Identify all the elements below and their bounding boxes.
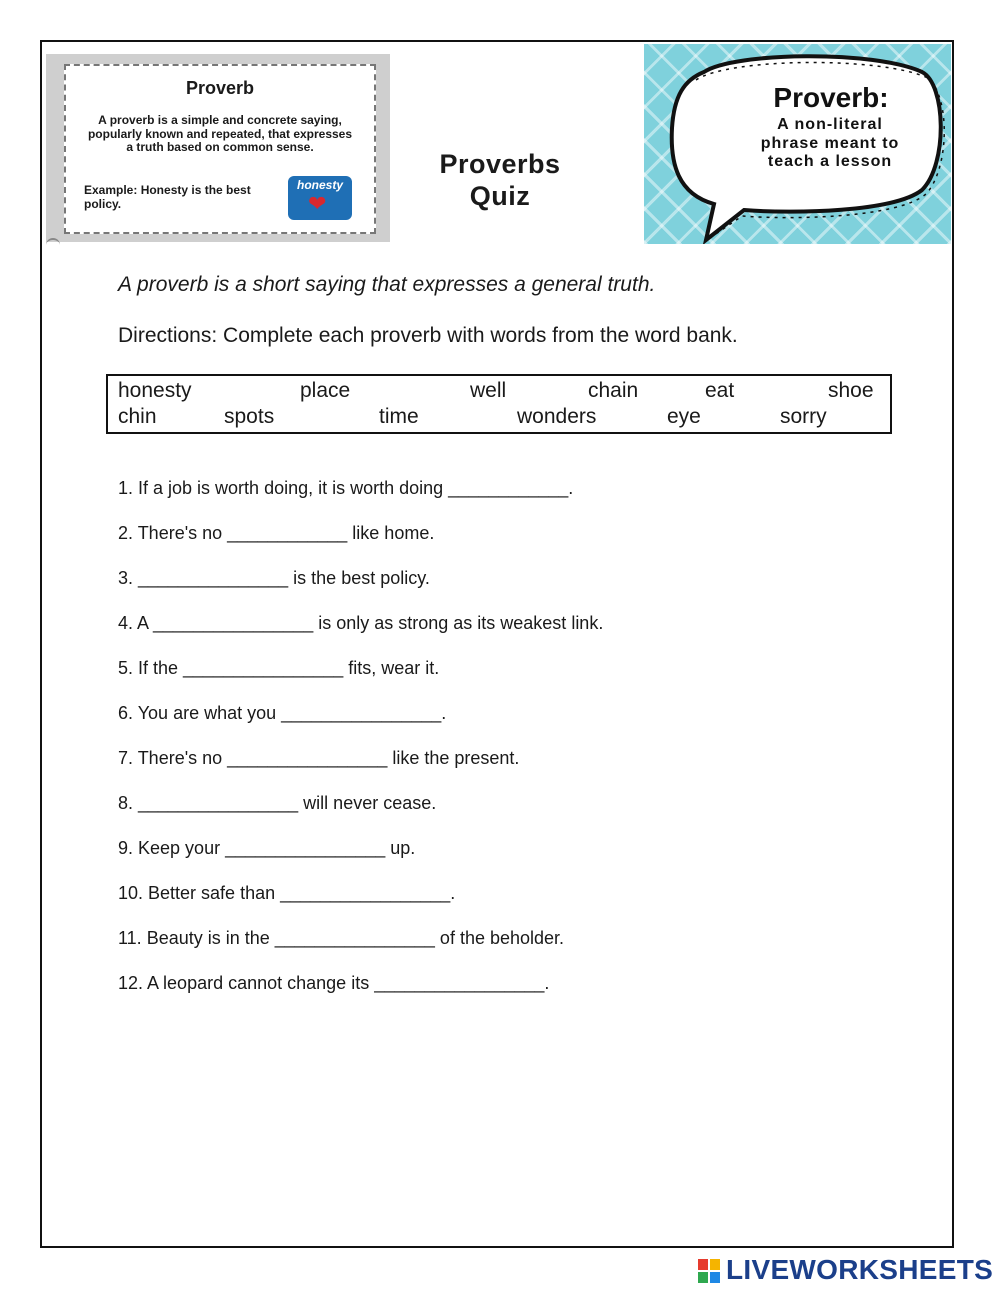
word-bank-item: chin <box>118 405 157 428</box>
heart-hand-icon: ❤ <box>308 191 327 216</box>
word-bank-item: honesty <box>118 379 192 402</box>
title-line1: Proverbs <box>439 149 561 179</box>
question-item[interactable]: 10. Better safe than _________________. <box>118 883 456 903</box>
question-item[interactable]: 7. There's no ________________ like the present. <box>118 748 520 768</box>
bubble-subtitle <box>706 116 951 172</box>
question-item[interactable]: 9. Keep your ________________ up. <box>118 838 416 858</box>
question-item[interactable]: 8. ________________ will never cease. <box>118 793 437 813</box>
word-bank-item: wonders <box>517 405 597 428</box>
card-title: Proverb <box>185 78 255 98</box>
word-bank-item: shoe <box>828 379 874 402</box>
bubble-line1: A non-literal <box>777 116 883 133</box>
badge-word: honesty <box>296 178 343 192</box>
question-item[interactable]: 3. _______________ is the best policy. <box>118 568 430 588</box>
bubble-title: Proverb: <box>773 82 889 113</box>
proverb-bubble-card <box>644 44 951 244</box>
honesty-badge <box>288 176 352 220</box>
question-item[interactable]: 4. A ________________ is only as strong as its weakest link. <box>118 613 604 633</box>
word-bank-item: chain <box>588 379 639 402</box>
directions-text: Directions: Complete each proverb with words from the word bank. <box>118 324 738 347</box>
title-line2: Quiz <box>469 181 531 211</box>
proverb-definition-card <box>46 54 390 242</box>
question-item[interactable]: 5. If the ________________ fits, wear it. <box>118 658 440 678</box>
card-example: Example: Honesty is the best policy. <box>84 183 251 211</box>
word-bank-item: time <box>379 405 419 428</box>
word-bank-item: place <box>300 379 351 402</box>
logo-icon <box>698 1259 720 1283</box>
card-definition: A proverb is a simple and concrete saying, popularly known and repeated, that expresses a truth based on common sense. <box>87 113 353 154</box>
brand-name: LIVEWORKSHEETS <box>726 1254 994 1285</box>
word-bank <box>106 374 892 434</box>
question-item[interactable]: 1. If a job is worth doing, it is worth doing ____________. <box>118 478 574 498</box>
question-item[interactable]: 6. You are what you ________________. <box>118 703 447 723</box>
page-title <box>410 148 590 212</box>
intro-text: A proverb is a short saying that expresses a general truth. <box>118 273 656 296</box>
word-bank-item: spots <box>224 405 275 428</box>
bubble-line3: teach a lesson <box>767 153 893 170</box>
bubble-line2: phrase meant to <box>760 134 900 152</box>
card-inner <box>64 64 376 234</box>
word-bank-item: sorry <box>780 405 827 428</box>
question-item[interactable]: 12. A leopard cannot change its _________________. <box>118 973 550 993</box>
corner-icon <box>46 238 60 248</box>
word-bank-item: eye <box>667 405 701 428</box>
question-item[interactable]: 2. There's no ____________ like home. <box>118 523 435 543</box>
word-bank-item: well <box>470 379 507 402</box>
question-item[interactable]: 11. Beauty is in the ________________ of the beholder. <box>118 928 565 948</box>
word-bank-item: eat <box>705 379 735 402</box>
